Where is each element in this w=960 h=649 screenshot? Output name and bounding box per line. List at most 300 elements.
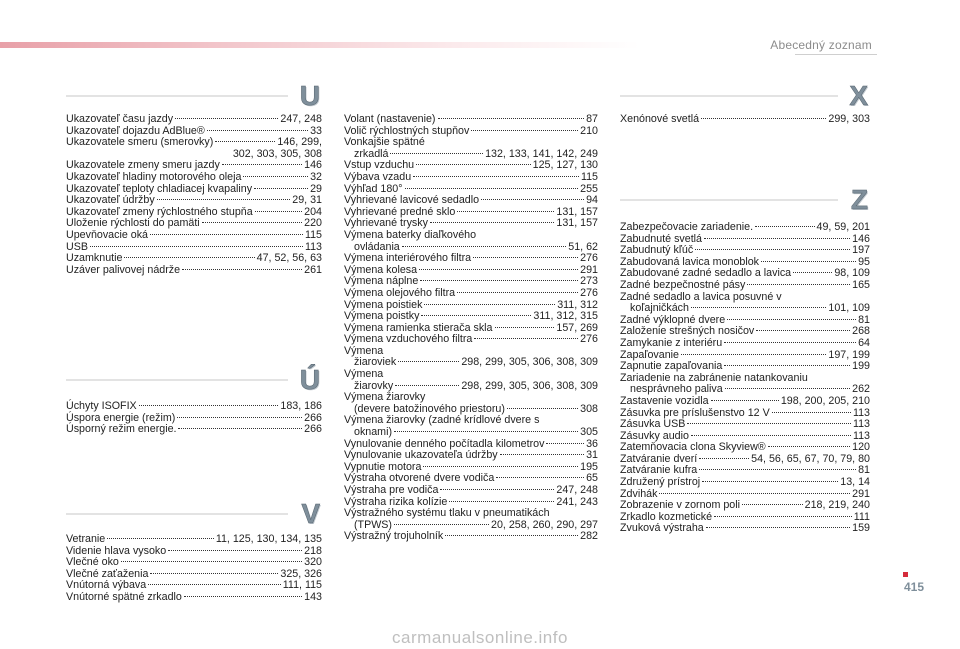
index-entry-row: [66, 230, 322, 242]
index-entry: [344, 415, 598, 438]
index-entry: [66, 137, 322, 160]
index-entry-term: Vnútorné spätné zrkadlo: [66, 590, 182, 603]
index-entry-pages: 113: [852, 418, 870, 431]
index-entry-term: Zatváranie kufra: [620, 464, 698, 477]
index-entry-pages: 115: [304, 228, 322, 241]
index-entry: [344, 531, 598, 543]
index-entry-term: Volič rýchlostných stupňov: [344, 124, 470, 137]
dot-leader: [691, 307, 826, 308]
dot-leader: [768, 446, 850, 447]
index-entry-term: Výstraha rizika kolízie: [344, 495, 448, 508]
dot-leader: [254, 188, 308, 189]
index-entry-row: [344, 195, 598, 207]
dot-leader: [107, 538, 214, 539]
index-entry-row: [620, 396, 870, 408]
index-entry-pages: 291: [580, 263, 598, 276]
dot-leader: [423, 466, 578, 467]
dot-leader: [691, 435, 851, 436]
index-entry-pages: 54, 56, 65, 67, 70, 79, 80: [751, 452, 870, 465]
dot-leader: [395, 385, 459, 386]
dot-leader: [793, 272, 832, 273]
dot-leader: [756, 330, 850, 331]
dot-leader: [255, 211, 302, 212]
dot-leader: [659, 493, 850, 494]
index-entry-pages: 36: [586, 437, 598, 450]
index-entry-pages: 308: [580, 402, 598, 415]
dot-leader: [421, 315, 531, 316]
dot-leader: [724, 342, 856, 343]
section-letter-z: Z: [850, 184, 868, 215]
index-entry-pages: 146: [304, 159, 322, 172]
index-entry-term: Vstup vzduchu: [344, 159, 415, 172]
index-entry-term: Vyhrievané trysky: [344, 217, 428, 230]
index-entry-pages: 111, 115: [282, 579, 322, 592]
dot-leader: [440, 489, 554, 490]
index-entry-term: Ukazovateľ hladiny motorového oleja: [66, 170, 242, 183]
index-entry-term: Ukazovateľ dojazdu AdBlue®: [66, 124, 205, 137]
dot-leader: [398, 361, 459, 362]
dot-leader: [394, 431, 578, 432]
index-entry-pages: 197: [852, 244, 870, 257]
index-entry-term: Zapaľovanie: [620, 348, 679, 361]
index-entry-term: Výhľad 180°: [344, 182, 403, 195]
index-entry-pages: 146: [852, 232, 870, 245]
index-entry-pages: 198, 200, 205, 210: [780, 394, 870, 407]
index-entry-pages: 199: [852, 360, 870, 373]
index-entry-pages: 210: [580, 124, 598, 137]
dot-leader: [474, 338, 578, 339]
index-entry-pages: 218: [304, 544, 322, 557]
index-entry: [344, 508, 598, 531]
index-entry-row: [66, 534, 322, 546]
index-entry-row: [620, 338, 870, 350]
dot-leader: [215, 141, 275, 142]
dot-leader: [178, 428, 302, 429]
index-entry-row: [620, 222, 870, 234]
dot-leader: [699, 469, 856, 470]
index-entry-term: Uloženie rýchlosti do pamäti: [66, 217, 200, 230]
index-entry-pages: 305: [580, 426, 598, 439]
index-entry: [344, 392, 598, 415]
index-entry-pages: 120: [852, 441, 870, 454]
index-entry-pages: 197, 199: [828, 348, 870, 361]
index-entry: [66, 253, 322, 265]
dot-leader: [727, 319, 856, 320]
index-entry: [620, 292, 870, 315]
section-header-v: [66, 498, 320, 530]
index-entry-row: [620, 361, 870, 373]
index-entry-term: Xenónové svetlá: [620, 113, 700, 125]
index-entry-term: Vynulovanie denného počítadla kilometrov: [344, 437, 545, 450]
index-entry-term: Zapnutie zapaľovania: [620, 360, 723, 373]
index-entry-pages: 276: [580, 286, 598, 299]
index-entry-pages: 262: [852, 383, 870, 396]
dot-leader: [413, 176, 579, 177]
index-list-v-continued: [344, 114, 598, 543]
dot-leader: [449, 501, 554, 502]
dot-leader: [457, 211, 554, 212]
dot-leader: [90, 246, 303, 247]
index-entry-pages: 220: [304, 217, 322, 230]
dot-leader: [405, 188, 579, 189]
index-entry: [620, 477, 870, 489]
dot-leader: [457, 292, 578, 293]
index-entry-term: Zadné sedadlo a lavica posuvné v: [620, 290, 782, 303]
index-entry-subterm: žiarovky: [354, 379, 394, 392]
index-entry: [620, 419, 870, 431]
index-entry-term: Združený prístroj: [620, 476, 701, 489]
dot-leader: [681, 354, 826, 355]
index-entry: [344, 253, 598, 265]
dot-leader: [243, 176, 308, 177]
index-entry-pages: 115: [580, 170, 598, 183]
dot-leader: [430, 222, 554, 223]
index-entry-pages: 276: [580, 252, 598, 265]
dot-leader: [687, 423, 851, 424]
index-entry-pages: 298, 299, 305, 306, 308, 309: [461, 379, 598, 392]
index-entry: [620, 338, 870, 350]
index-entry-term: Zobrazenie v zornom poli: [620, 499, 740, 512]
watermark: carmanualsonline.info: [392, 628, 568, 647]
index-entry: [344, 230, 598, 253]
index-entry-pages: 13, 14: [840, 476, 870, 489]
index-entry-pages: 146, 299,: [277, 136, 322, 149]
index-entry-pages: 255: [580, 182, 598, 195]
dot-leader: [402, 246, 567, 247]
index-entry-term: Zadné výklopné dvere: [620, 313, 726, 326]
index-entry-term: Zastavenie vozidla: [620, 394, 709, 407]
index-entry-row: [344, 485, 598, 497]
dot-leader: [177, 417, 302, 418]
index-entry-term: USB: [66, 240, 88, 253]
index-entry: [344, 311, 598, 323]
dot-leader: [695, 249, 850, 250]
index-entry-pages: 241, 243: [556, 495, 598, 508]
index-entry-pages: 113: [304, 240, 322, 253]
index-entry-term: Úsporný režim energie.: [66, 423, 177, 436]
index-entry-pages: 95: [858, 255, 870, 268]
dot-leader: [496, 477, 584, 478]
index-entry-row: [66, 114, 322, 126]
index-entry-pages: 111: [853, 510, 870, 523]
dot-leader: [150, 573, 278, 574]
index-entry-term: Zásuvka USB: [620, 418, 686, 431]
index-entry-pages: 165: [852, 278, 870, 291]
index-entry-pages: 282: [580, 530, 598, 543]
index-entry-term: Videnie hlava vysoko: [66, 544, 167, 557]
index-entry: [66, 265, 322, 277]
index-entry-term: Výmena poistiek: [344, 298, 423, 311]
dot-leader: [711, 400, 779, 401]
index-entry: [66, 195, 322, 207]
index-entry-term: Výstražný trojuholník: [344, 530, 444, 543]
index-entry-pages: 261: [304, 263, 322, 276]
index-entry-row: [344, 114, 598, 126]
dot-leader: [701, 118, 826, 119]
index-entry-pages: 132, 133, 141, 142, 249: [485, 147, 598, 160]
index-entry-pages: 159: [852, 522, 870, 535]
index-entry-term: Založenie strešných nosičov: [620, 325, 755, 338]
index-entry-term: Vynulovanie ukazovateľa údržby: [344, 449, 498, 462]
index-entry-row: [620, 303, 870, 315]
index-entry-pages: 20, 258, 260, 290, 297: [491, 518, 598, 531]
dot-leader: [182, 269, 302, 270]
index-entry-term: Výmena interiérového filtra: [344, 252, 472, 265]
index-entry: [66, 401, 322, 413]
index-entry-term: Výmena poistky: [344, 310, 420, 323]
index-list-z: [620, 222, 870, 535]
section-header-u: [66, 80, 320, 112]
index-entry-pages: 51, 62: [568, 240, 598, 253]
section-header-x: [620, 80, 868, 112]
section-letter-u-acute: Ú: [299, 364, 320, 395]
index-entry-pages: 94: [586, 194, 598, 207]
index-entry-term: Výmena kolesa: [344, 263, 418, 276]
index-entry-term: Zariadenie na zabránenie natankovaniu: [620, 371, 808, 384]
index-entry-term: Zásuvky audio: [620, 429, 689, 442]
index-entry-term: Upevňovacie oká: [66, 228, 148, 241]
index-entry: [620, 222, 870, 234]
index-entry-pages: 33: [310, 124, 322, 137]
index-entry-term: Zabudovaná lavica monoblok: [620, 255, 760, 268]
index-entry-term: Uzáver palivovej nádrže: [66, 263, 181, 276]
dot-leader: [148, 584, 281, 585]
index-entry-term: Výstraha otvorené dvere vodiča: [344, 472, 495, 485]
index-entry: [344, 137, 598, 160]
index-entry-pages: 125, 127, 130: [532, 159, 598, 172]
dot-leader: [473, 257, 578, 258]
index-entry-pages: 81: [858, 464, 870, 477]
index-entry-term: Výmena: [344, 368, 384, 381]
index-entry: [66, 172, 322, 184]
index-entry: [66, 424, 322, 436]
section-header-u-acute: [66, 364, 320, 396]
index-entry: [620, 373, 870, 396]
index-entry-pages: 320: [304, 556, 322, 569]
index-entry-pages: 29: [310, 182, 322, 195]
index-entry-pages: 81: [858, 313, 870, 326]
index-entry: [66, 592, 322, 604]
index-entry-row: [66, 265, 322, 277]
section-letter-v: V: [301, 498, 320, 529]
index-entry-pages-continued: 302, 303, 305, 308: [232, 147, 322, 160]
index-entry: [620, 114, 870, 126]
index-entry-term: Zásuvka pre príslušenstvo 12 V: [620, 406, 770, 419]
index-entry-term: Výmena baterky diaľkového: [344, 228, 477, 241]
index-entry: [66, 114, 322, 126]
index-entry-subterm: ovládania: [354, 240, 400, 253]
dot-leader: [761, 261, 856, 262]
dot-leader: [222, 164, 302, 165]
index-entry-term: Zabudnutý kľúč: [620, 244, 694, 257]
index-entry-pages: 183, 186: [280, 400, 322, 412]
index-entry-term: Vnútorná výbava: [66, 579, 147, 592]
index-entry-term: Zvuková výstraha: [620, 522, 704, 535]
index-entry-row: [66, 401, 322, 413]
index-entry-subterm: zrkadlá: [354, 147, 389, 160]
index-entry-pages: 113: [852, 406, 870, 419]
index-entry: [344, 346, 598, 369]
page-marker: [903, 572, 908, 577]
index-entry-term: Ukazovateľ času jazdy: [66, 113, 174, 125]
dot-leader: [390, 153, 483, 154]
index-entry-subterm: oknami): [354, 426, 393, 439]
index-entry-term: Ukazovatele zmeny smeru jazdy: [66, 159, 220, 172]
dot-leader: [755, 226, 814, 227]
index-entry-row: [66, 172, 322, 184]
index-entry-pages: 291: [852, 487, 870, 500]
index-entry-term: Ukazovateľ teploty chladiacej kvapaliny: [66, 182, 253, 195]
index-entry: [344, 195, 598, 207]
page-number: 415: [904, 580, 925, 594]
dot-leader: [772, 412, 851, 413]
index-entry-term: Výmena ramienka stierača skla: [344, 321, 493, 334]
dot-leader: [704, 238, 850, 239]
index-entry-term: Vetranie: [66, 533, 106, 545]
index-entry-row: [620, 419, 870, 431]
dot-leader: [699, 458, 749, 459]
dot-leader: [419, 269, 578, 270]
index-entry-term: Ukazovateľ údržby: [66, 194, 155, 207]
index-entry-pages: 11, 125, 130, 134, 135: [215, 533, 322, 545]
index-entry-pages: 311, 312, 315: [533, 310, 598, 323]
index-entry-row: [620, 280, 870, 292]
index-entry-term: Zabudované zadné sedadlo a lavica: [620, 267, 792, 280]
index-entry-term: Ukazovateľ zmeny rýchlostného stupňa: [66, 205, 253, 218]
header-underline: [795, 54, 877, 55]
index-entry: [344, 369, 598, 392]
index-entry-row: [344, 531, 598, 543]
index-entry-pages: 101, 109: [828, 302, 870, 315]
index-entry-pages: 131, 157: [556, 205, 598, 218]
dot-leader: [714, 516, 852, 517]
index-list-x: [620, 114, 870, 126]
dot-leader: [507, 408, 578, 409]
dot-leader: [438, 118, 585, 119]
index-entry-term: Vyhrievané predné sklo: [344, 205, 456, 218]
index-entry-term: Zabezpečovacie zariadenie.: [620, 221, 754, 233]
index-entry-pages: 32: [310, 170, 322, 183]
index-entry-pages: 268: [852, 325, 870, 338]
index-entry-pages: 273: [580, 275, 598, 288]
index-entry-pages: 276: [580, 333, 598, 346]
index-entry-pages: 218, 219, 240: [804, 499, 870, 512]
index-entry-row: [620, 477, 870, 489]
index-entry-subterm: žiaroviek: [354, 356, 397, 369]
index-entry-pages: 31: [586, 449, 598, 462]
index-entry-pages: 113: [852, 429, 870, 442]
index-entry-term: Výstraha pre vodiča: [344, 484, 439, 496]
index-entry: [620, 523, 870, 535]
index-entry-row: [344, 288, 598, 300]
dot-leader: [420, 280, 578, 281]
index-entry-pages: 143: [304, 590, 322, 603]
dot-leader: [207, 130, 308, 131]
index-entry-row: [66, 253, 322, 265]
dot-leader: [481, 199, 584, 200]
index-entry-row: [620, 114, 870, 126]
index-entry: [620, 280, 870, 292]
dot-leader: [702, 481, 838, 482]
header-gradient-bar: [0, 42, 640, 48]
index-entry-pages: 157, 269: [556, 321, 598, 334]
index-entry-pages: 65: [586, 472, 598, 485]
index-entry-subterm: nesprávneho paliva: [630, 383, 723, 396]
index-entry-row: [344, 427, 598, 439]
index-entry-term: Zabudnuté svetlá: [620, 232, 702, 245]
dot-leader: [471, 130, 578, 131]
index-entry-term: Zrkadlo kozmetické: [620, 510, 713, 523]
section-letter-u: U: [299, 80, 320, 111]
index-entry-pages: 266: [304, 423, 322, 436]
dot-leader: [184, 596, 302, 597]
index-entry-term: Ukazovatele smeru (smerovky): [66, 136, 214, 149]
dot-leader: [150, 234, 303, 235]
index-entry-term: Vlečné zaťaženia: [66, 567, 149, 580]
index-entry-term: Vlečné oko: [66, 556, 119, 569]
index-entry-pages: 131, 157: [556, 217, 598, 230]
index-entry-subterm: (TPWS): [354, 518, 392, 531]
page-header-title: Abecedný zoznam: [770, 38, 872, 52]
index-entry-pages: 87: [586, 113, 598, 125]
index-entry-pages: 298, 299, 305, 306, 308, 309: [461, 356, 598, 369]
index-entry: [620, 396, 870, 408]
dot-leader: [157, 199, 291, 200]
index-entry-term: Úchyty ISOFIX: [66, 400, 137, 412]
index-entry: [344, 485, 598, 497]
section-header-z: [620, 184, 868, 216]
index-entry: [66, 230, 322, 242]
dot-leader: [706, 527, 850, 528]
index-entry-row: [66, 424, 322, 436]
dot-leader: [747, 284, 850, 285]
index-entry-row: [344, 253, 598, 265]
index-entry-term: Zatemňovacia clona Skyview®: [620, 441, 766, 454]
index-entry-term: Uzamknutie: [66, 252, 123, 265]
index-entry-subterm: (devere batožinového priestoru): [354, 402, 505, 415]
index-entry-term: Výmena žiarovky: [344, 391, 426, 404]
index-entry-row: [66, 195, 322, 207]
index-entry-term: Výmena vzduchového filtra: [344, 333, 473, 346]
dot-leader: [175, 118, 278, 119]
index-entry-term: Vyhrievané lavicové sedadlo: [344, 194, 480, 207]
dot-leader: [546, 443, 584, 444]
index-entry-term: Vypnutie motora: [344, 460, 422, 473]
index-entry-term: Výmena náplne: [344, 275, 419, 288]
index-entry-row: [344, 311, 598, 323]
dot-leader: [424, 304, 555, 305]
index-entry-pages: 47, 52, 56, 63: [256, 252, 322, 265]
index-list-v: [66, 534, 322, 604]
index-entry-pages: 98, 109: [834, 267, 870, 280]
index-entry-term: Výstražného systému tlaku v pneumatikách: [344, 507, 550, 520]
index-entry-term: Výmena žiarovky (zadné krídlové dvere s: [344, 414, 540, 427]
index-entry-pages: 247, 248: [280, 113, 322, 125]
dot-leader: [416, 164, 531, 165]
dot-leader: [742, 504, 803, 505]
index-entry-term: Úspora energie (režim): [66, 411, 176, 424]
index-entry: [344, 172, 598, 184]
dot-leader: [121, 561, 302, 562]
dot-leader: [124, 257, 254, 258]
index-entry-pages: 299, 303: [828, 113, 870, 125]
section-letter-x: X: [849, 80, 868, 111]
index-entry-pages: 247, 248: [556, 484, 598, 496]
index-entry-term: Výbava vzadu: [344, 170, 412, 183]
index-entry-term: Zamykanie z interiéru: [620, 336, 723, 349]
index-entry: [620, 361, 870, 373]
index-entry-pages: 29, 31: [292, 194, 322, 207]
